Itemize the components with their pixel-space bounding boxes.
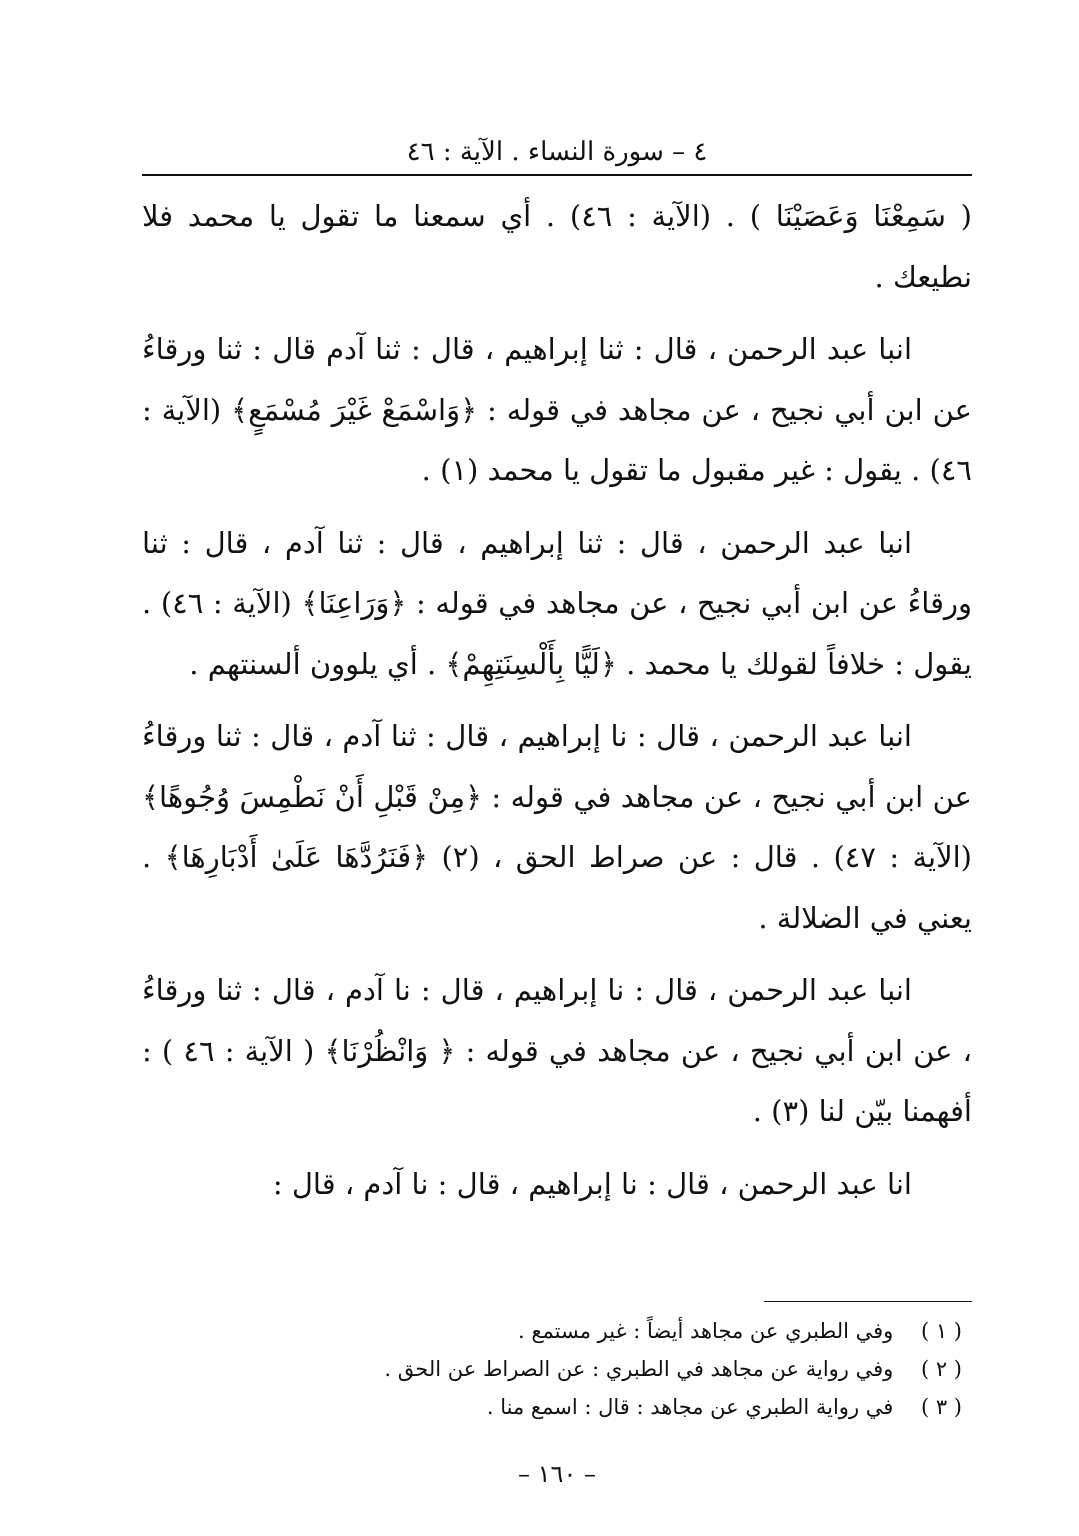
paragraph: انبا عبد الرحمن ، قال : نا إبراهيم ، قال : نا آدم ، قال : ثنا ورقاءُ ، عن ابن أبي نجيح ، عن مجاهد في قوله : ﴿ وَانْظُرْنَا﴾ ( الآية : ٤٦ ) : أفهمنا بيّن لنا (٣) . [142,973,972,1128]
page-number: – ١٦٠ – [518,1460,596,1488]
footnote-text: وفي الطبري عن مجاهد أيضاً : غير مستمع . [518,1319,894,1343]
paragraph: انبا عبد الرحمن ، قال : ثنا إبراهيم ، قال : ثنا آدم ، قال : ثنا ورقاءُ عن ابن أبي نجيح ، عن مجاهد في قوله : ﴿وَرَاعِنَا﴾ (الآية : ٤٦) . يقول : خلافاً لقولك يا محمد . ﴿لَيًّا بِأَلْسِنَتِهِمْ﴾ . أي يلوون ألسنتهم . [142,525,972,681]
paragraph: انا عبد الرحمن ، قال : نا إبراهيم ، قال : نا آدم ، قال : [272,1166,912,1201]
footnote-rule [764,1301,972,1302]
paragraph: انبا عبد الرحمن ، قال : ثنا إبراهيم ، قال : ثنا آدم قال : ثنا ورقاءُ عن ابن أبي نجيح ، عن مجاهد في قوله : ﴿وَاسْمَعْ غَيْرَ مُسْمَعٍ﴾ (الآية : ٤٦) . يقول : غير مقبول ما تقول يا محمد (١) . [142,332,972,487]
footnote-number: ( ٣ ) [920,1395,962,1419]
paragraph: انبا عبد الرحمن ، قال : نا إبراهيم ، قال : ثنا آدم ، قال : ثنا ورقاءُ عن ابن أبي نجيح ، عن مجاهد في قوله : ﴿مِنْ قَبْلِ أَنْ نَطْمِسَ وُجُوهًا﴾ (الآية : ٤٧) . قال : عن صراط الحق ، (٢) ﴿فَنَرُدَّهَا عَلَىٰ أَدْبَارِهَا﴾ . يعني في الضلالة . [142,719,972,935]
footnote-text: وفي رواية عن مجاهد في الطبري : عن الصراط عن الحق . [384,1357,894,1381]
footnotes [142,1312,962,1426]
body-text [142,186,972,1214]
footnote-number: ( ١ ) [920,1319,962,1343]
footnote-text: في رواية الطبري عن مجاهد : قال : اسمع منا . [486,1395,894,1419]
running-header: ٤ – سورة النساء . الآية : ٤٦ [406,137,708,167]
paragraph: ( سَمِعْنَا وَعَصَيْنَا ) . (الآية : ٤٦) . أي سمعنا ما تقول يا محمد فلا نطيعك . [142,199,972,294]
footnote [142,1388,962,1426]
footnote [142,1350,962,1388]
footnote-number: ( ٢ ) [920,1357,962,1381]
footnote [142,1312,962,1350]
header-rule [142,174,972,176]
